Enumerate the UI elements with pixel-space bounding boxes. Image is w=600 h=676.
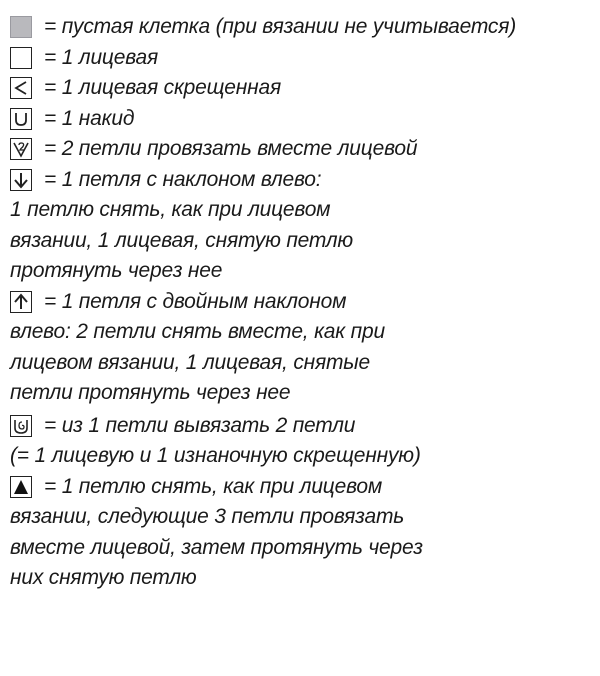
legend-text-line: петли протянуть через нее	[10, 381, 291, 404]
legend-text-line: протянуть через нее	[10, 259, 223, 282]
u-shape-icon	[10, 108, 32, 130]
increase-icon	[10, 415, 32, 437]
legend-text-line: вместе лицевой, затем протянуть через	[10, 535, 423, 559]
legend-text-line: (= 1 лицевую и 1 изнаночную скрещенную)	[10, 444, 421, 467]
legend-entry-k2tog	[10, 134, 590, 165]
triangle-icon	[10, 476, 32, 498]
legend-entry-empty-cell	[10, 12, 590, 43]
knitting-legend	[10, 12, 590, 594]
legend-text-line: = 1 петля с наклоном влево:	[44, 167, 322, 191]
legend-text-line: = 1 лицевая	[44, 45, 159, 69]
legend-entry-triangle-dec	[10, 472, 590, 594]
legend-entry-knit-twisted	[10, 73, 590, 104]
legend-entry-yarn-over	[10, 104, 590, 135]
legend-text-line: влево: 2 петли снять вместе, как при	[10, 320, 385, 343]
legend-text-line: = из 1 петли вывязать 2 петли	[44, 413, 356, 437]
legend-text-line: лицевом вязании, 1 лицевая, снятые	[10, 350, 371, 374]
arrow-down-icon	[10, 169, 32, 191]
legend-text-line: = 1 петля с двойным наклоном	[44, 289, 347, 313]
legend-text-line: = 1 петлю снять, как при лицевом	[44, 474, 383, 498]
empty-square-icon	[10, 47, 32, 69]
legend-text-line: = 2 петли провязать вместе лицевой	[44, 137, 418, 160]
gray-square-icon	[10, 16, 32, 38]
legend-entry-knit	[10, 43, 590, 74]
legend-text-line: = 1 лицевая скрещенная	[44, 76, 281, 99]
legend-text-line: 1 петлю снять, как при лицевом	[10, 198, 331, 221]
legend-text-line: = пустая клетка (при вязании не учитывается)	[44, 15, 517, 38]
k2tog-icon	[10, 138, 32, 160]
legend-entry-double-left	[10, 287, 590, 409]
less-than-icon	[10, 77, 32, 99]
legend-text-line: них снятую петлю	[10, 566, 197, 589]
arrow-up-icon	[10, 291, 32, 313]
legend-text-line: = 1 накид	[44, 106, 135, 130]
legend-entry-ssk-left	[10, 165, 590, 287]
legend-text-line: вязании, следующие 3 петли провязать	[10, 505, 405, 528]
legend-entry-increase-two	[10, 411, 590, 472]
legend-text-line: вязании, 1 лицевая, снятую петлю	[10, 228, 353, 252]
